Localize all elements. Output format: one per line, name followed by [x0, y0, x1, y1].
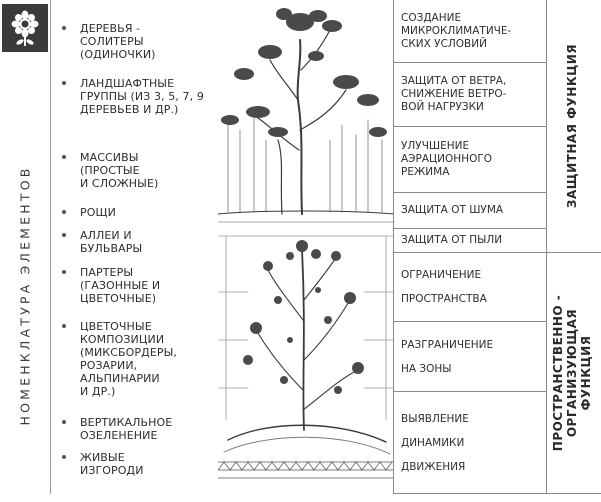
- function-cell: УЛУЧШЕНИЕ АЭРАЦИОННОГО РЕЖИМА: [393, 126, 546, 192]
- wall-drawing: [218, 236, 394, 420]
- spatial-function-label: ПРОСТРАНСТВЕННО - ОРГАНИЗУЮЩАЯ ФУНКЦИЯ: [551, 294, 593, 452]
- functions-table: [393, 0, 601, 494]
- list-item: РОЩИ: [58, 206, 218, 219]
- tall-trees-drawing: [218, 8, 394, 222]
- list-item: МАССИВЫ (ПРОСТЫЕ И СЛОЖНЫЕ): [58, 151, 218, 190]
- list-item: АЛЛЕИ И БУЛЬВАРЫ: [58, 229, 218, 255]
- list-item: ЦВЕТОЧНЫЕ КОМПОЗИЦИИ (МИКСБОРДЕРЫ, РОЗАРИИ, АЛЬПИНАРИИ И ДР.): [58, 320, 218, 398]
- protective-function-label: ЗАЩИТНАЯ ФУНКЦИЯ: [565, 43, 579, 209]
- list-item: ДЕРЕВЬЯ - СОЛИТЕРЫ (ОДИНОЧКИ): [58, 22, 218, 61]
- function-cell: РАЗГРАНИЧЕНИЕ НА ЗОНЫ: [393, 321, 546, 391]
- list-item: ЛАНДШАФТНЫЕ ГРУППЫ (ИЗ 3, 5, 7, 9 ДЕРЕВЬЕВ И ДР.): [58, 77, 218, 116]
- list-item: ПАРТЕРЫ (ГАЗОННЫЕ И ЦВЕТОЧНЫЕ): [58, 266, 218, 305]
- elements-list: [58, 0, 218, 494]
- list-item: ЖИВЫЕ ИЗГОРОДИ: [58, 451, 218, 477]
- list-item: ВЕРТИКАЛЬНОЕ ОЗЕЛЕНЕНИЕ: [58, 416, 218, 442]
- shrub-drawing: [218, 240, 394, 478]
- function-cell: ЗАЩИТА ОТ ШУМА: [393, 192, 546, 228]
- function-cell: ЗАЩИТА ОТ ПЫЛИ: [393, 228, 546, 252]
- left-divider: [50, 0, 51, 494]
- function-cell: ВЫЯВЛЕНИЕ ДИНАМИКИ ДВИЖЕНИЯ: [393, 391, 546, 493]
- function-cell: ЗАЩИТА ОТ ВЕТРА, СНИЖЕНИЕ ВЕТРО- ВОЙ НАГРУЗКИ: [393, 62, 546, 126]
- function-cell: ОГРАНИЧЕНИЕ ПРОСТРАНСТВА: [401, 269, 487, 305]
- trees-illustration: [218, 0, 394, 494]
- function-cell: СОЗДАНИЕ МИКРОКЛИМАТИЧЕ- СКИХ УСЛОВИЙ: [401, 11, 512, 50]
- table-border: [393, 493, 601, 494]
- flower-icon: [2, 4, 48, 52]
- nomenclature-heading: НОМЕНКЛАТУРА ЭЛЕМЕНТОВ: [17, 164, 33, 426]
